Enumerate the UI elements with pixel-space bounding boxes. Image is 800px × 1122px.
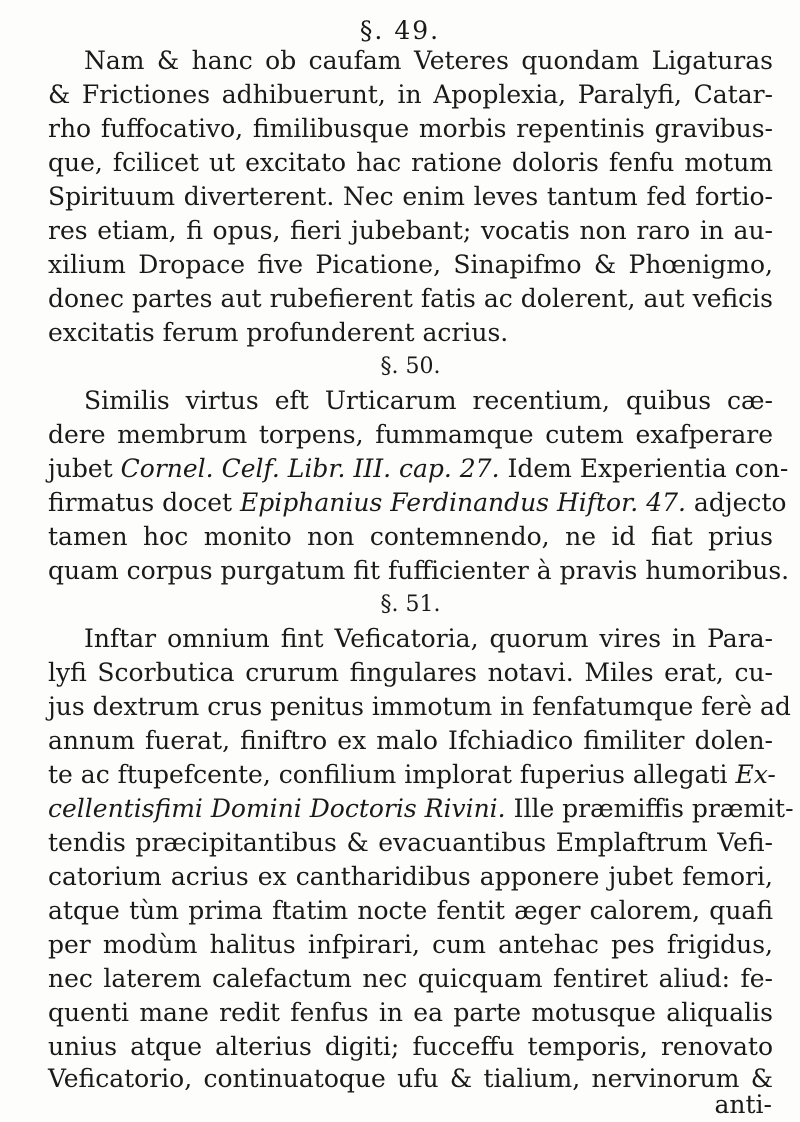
text-line bbox=[48, 486, 787, 520]
text-line: excitatis ferum profunderent acrius. bbox=[48, 318, 509, 347]
text-line: annum fuerat, finiftro ex malo Ifchiadico fimiliter dolen- bbox=[48, 726, 773, 755]
text-line: & Frictiones adhibuerunt, in Apoplexia, Paralyfi, Catar- bbox=[48, 80, 773, 109]
text-run: firmatus docet bbox=[48, 488, 241, 517]
text-line: nec laterem calefactum nec quicquam fentiret aliud: fe- bbox=[48, 964, 773, 993]
text-line: Inftar omnium fint Veficatoria, quorum vires in Para- bbox=[84, 624, 773, 653]
catchword: anti- bbox=[714, 1090, 772, 1119]
text-run: adjecto bbox=[685, 488, 787, 517]
text-line: Nam & hanc ob caufam Veteres quondam Ligaturas bbox=[84, 46, 773, 75]
text-line: dere membrum torpens, fummamque cutem exafperare bbox=[48, 420, 773, 449]
text-line: tamen hoc monito non contemnendo, ne id fiat prius bbox=[48, 522, 773, 551]
text-line: jus dextrum crus penitus immotum in fenfatumque ferè ad bbox=[48, 692, 791, 721]
text-line: quenti mane redit fenfus in ea parte motusque aliqualis bbox=[48, 998, 773, 1027]
citation-italic: Cornel. Celf. Libr. III. cap. 27. bbox=[120, 454, 500, 483]
text-line: Veficatorio, continuatoque ufu & tialium, nervinorum & bbox=[48, 1064, 773, 1093]
text-line: que, fcilicet ut excitato hac ratione doloris fenfu motum bbox=[48, 148, 773, 177]
text-run: Ille præmiffis præmit- bbox=[505, 794, 794, 823]
text-line: per modùm halitus infpirari, cum antehac pes frigidus, bbox=[48, 930, 773, 959]
text-line: xilium Dropace five Picatione, Sinapifmo & Phœnigmo, bbox=[48, 250, 773, 279]
section-heading-49: §. 49. bbox=[359, 16, 441, 45]
text-line: Spirituum diverterent. Nec enim leves tantum fed fortio- bbox=[48, 182, 773, 211]
text-line: res etiam, fi opus, fieri jubebant; vocatis non raro in au- bbox=[48, 216, 773, 245]
section-heading-50: §. 50. bbox=[380, 354, 441, 379]
text-line bbox=[48, 452, 789, 486]
text-line: Similis virtus eft Urticarum recentium, quibus cæ- bbox=[84, 386, 773, 415]
text-line bbox=[48, 758, 776, 792]
section-heading-51: §. 51. bbox=[380, 592, 441, 617]
text-run: te ac ftupefcente, confilium implorat fuperius allegati bbox=[48, 760, 736, 789]
text-line: rho fuffocativo, fimilibusque morbis repentinis gravibus- bbox=[48, 114, 773, 143]
text-run: jubet bbox=[48, 454, 121, 483]
text-line: donec partes aut rubefierent fatis ac dolerent, aut veficis bbox=[48, 284, 773, 313]
text-line bbox=[48, 792, 794, 826]
text-line: quam corpus purgatum fit fufficienter à pravis humoribus. bbox=[48, 556, 790, 585]
citation-italic: Epiphanius Ferdinandus Hiftor. 47. bbox=[240, 488, 686, 517]
text-line: catorium acrius ex cantharidibus apponere jubet femori, bbox=[48, 862, 773, 891]
text-line: lyfi Scorbutica crurum fingulares notavi. Miles erat, cu- bbox=[48, 658, 773, 687]
text-run: Idem Experientia con- bbox=[499, 454, 789, 483]
text-line: unius atque alterius digiti; fucceffu temporis, renovato bbox=[48, 1032, 773, 1061]
text-line: atque tùm prima ftatim nocte fentit æger calorem, quafi bbox=[48, 896, 773, 925]
text-line: tendis præcipitantibus & evacuantibus Emplaftrum Vefi- bbox=[48, 828, 773, 857]
citation-italic: cellentisfimi Domini Doctoris Rivini. bbox=[48, 794, 506, 823]
citation-italic: Ex- bbox=[735, 760, 776, 789]
